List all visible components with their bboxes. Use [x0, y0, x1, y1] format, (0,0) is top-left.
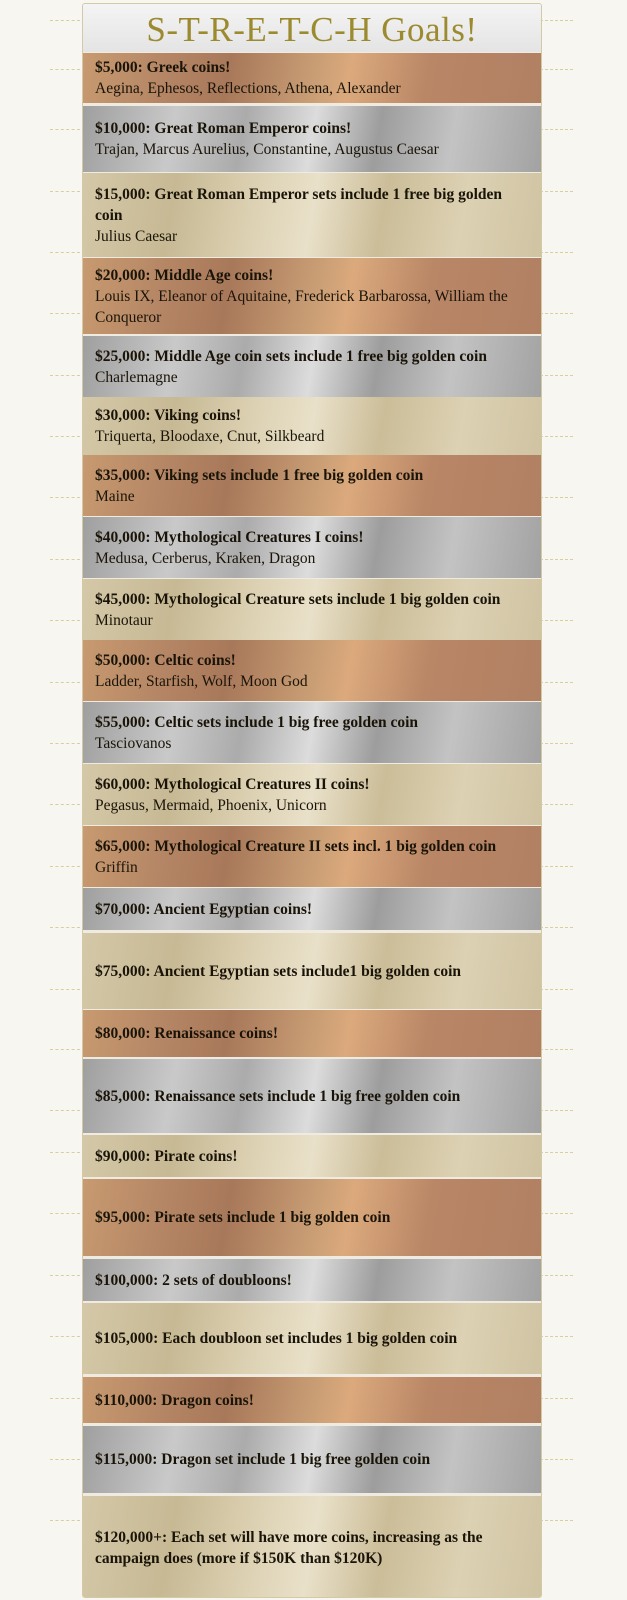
dash-line	[50, 989, 80, 990]
dash-line	[50, 497, 80, 498]
goal-row	[83, 455, 541, 516]
goal-row	[83, 1496, 541, 1598]
dash-line	[50, 1520, 80, 1521]
goal-row	[83, 1179, 541, 1256]
goal-heading: $35,000: Viking sets include 1 free big golden coin	[95, 466, 424, 484]
goal-heading: $75,000: Ancient Egyptian sets include1 big golden coin	[95, 962, 462, 980]
dash-line	[50, 191, 80, 192]
goal-row	[83, 764, 541, 825]
goal-row	[83, 1059, 541, 1133]
goal-heading: $85,000: Renaissance sets include 1 big free golden coin	[95, 1087, 461, 1105]
dash-line	[50, 1213, 80, 1214]
goal-heading: $20,000: Middle Age coins!	[95, 266, 274, 284]
dash-line	[50, 1459, 80, 1460]
goal-heading: $15,000: Great Roman Emperor sets include 1 free big golden coin	[95, 185, 502, 224]
goal-heading: $95,000: Pirate sets include 1 big golden coin	[95, 1209, 391, 1226]
goal-heading: $5,000: Greek coins!	[95, 59, 231, 76]
goal-heading: $100,000: 2 sets of doubloons!	[95, 1271, 292, 1289]
dash-line	[50, 804, 80, 805]
goal-heading: $60,000: Mythological Creatures II coins!	[95, 775, 370, 793]
goal-heading: $55,000: Celtic sets include 1 big free golden coin	[95, 713, 419, 731]
dash-line	[50, 1110, 80, 1111]
goal-row	[83, 826, 541, 887]
goal-subtext: Louis IX, Eleanor of Aquitaine, Frederick Barbarossa, William the Conqueror	[95, 287, 508, 326]
goal-subtext: Medusa, Cerberus, Kraken, Dragon	[95, 549, 316, 567]
goal-heading: $10,000: Great Roman Emperor coins!	[95, 120, 352, 137]
dash-line	[50, 69, 80, 70]
goal-row	[83, 1303, 541, 1374]
goal-subtext: Julius Caesar	[95, 227, 178, 245]
dash-line	[50, 1049, 80, 1050]
goal-heading: $30,000: Viking coins!	[95, 407, 241, 424]
goal-heading: $65,000: Mythological Creature II sets incl. 1 big golden coin	[95, 837, 497, 855]
goal-row	[83, 258, 541, 334]
goal-heading: $45,000: Mythological Creature sets include 1 big golden coin	[95, 590, 501, 608]
goal-row	[83, 933, 541, 1009]
goal-row	[83, 517, 541, 578]
goal-row	[83, 1377, 541, 1423]
goal-subtext: Ladder, Starfish, Wolf, Moon God	[95, 672, 308, 690]
goal-row	[83, 1426, 541, 1493]
dash-line	[50, 20, 80, 21]
dash-line	[50, 866, 80, 867]
goal-heading: $105,000: Each doubloon set includes 1 big golden coin	[95, 1330, 458, 1347]
goal-heading: $90,000: Pirate coins!	[95, 1147, 238, 1165]
goal-row	[83, 173, 541, 257]
goal-heading: $120,000+: Each set will have more coins, increasing as the campaign does (more if $150K than $120K)	[95, 1528, 483, 1567]
dash-line	[50, 436, 80, 437]
dash-line	[50, 743, 80, 744]
stretch-goals-panel	[82, 3, 542, 1598]
goal-row	[83, 579, 541, 640]
goal-subtext: Tasciovanos	[95, 734, 172, 752]
goal-heading: $25,000: Middle Age coin sets include 1 free big golden coin	[95, 347, 487, 365]
goal-heading: $50,000: Celtic coins!	[95, 651, 236, 669]
goal-subtext: Maine	[95, 487, 135, 505]
goal-row	[83, 336, 541, 397]
dash-line	[50, 682, 80, 683]
dash-line	[50, 129, 80, 130]
goal-heading: $70,000: Ancient Egyptian coins!	[95, 900, 313, 918]
dash-line	[50, 1275, 80, 1276]
goal-subtext: Pegasus, Mermaid, Phoenix, Unicorn	[95, 796, 327, 814]
goal-heading: $110,000: Dragon coins!	[95, 1391, 254, 1409]
dash-line	[50, 1152, 80, 1153]
goal-row	[83, 106, 541, 172]
goal-subtext: Griffin	[95, 858, 138, 876]
dash-line	[50, 620, 80, 621]
page-title: S-T-R-E-T-C-H Goals!	[83, 4, 541, 52]
goal-subtext: Triquerta, Bloodaxe, Cnut, Silkbeard	[95, 428, 325, 445]
dash-line	[50, 252, 80, 253]
goal-heading: $40,000: Mythological Creatures I coins!	[95, 528, 364, 546]
goal-subtext: Minotaur	[95, 611, 153, 629]
goal-subtext: Charlemagne	[95, 368, 178, 386]
dash-line	[50, 1398, 80, 1399]
goal-row	[83, 702, 541, 763]
goal-heading: $80,000: Renaissance coins!	[95, 1025, 278, 1042]
goal-subtext: Aegina, Ephesos, Reflections, Athena, Alexander	[95, 80, 401, 97]
goal-row	[83, 1010, 541, 1057]
goal-row	[83, 1259, 541, 1301]
dash-line	[50, 375, 80, 376]
goal-row	[83, 1135, 541, 1177]
dash-line	[50, 559, 80, 560]
goal-heading: $115,000: Dragon set include 1 big free golden coin	[95, 1451, 431, 1468]
goal-row	[83, 397, 541, 455]
goal-subtext: Trajan, Marcus Aurelius, Constantine, Augustus Caesar	[95, 141, 439, 158]
dash-line	[50, 927, 80, 928]
goal-row	[83, 53, 541, 103]
goal-row	[83, 888, 541, 930]
goal-row	[83, 640, 541, 701]
dash-line	[50, 313, 80, 314]
dash-line	[50, 1336, 80, 1337]
